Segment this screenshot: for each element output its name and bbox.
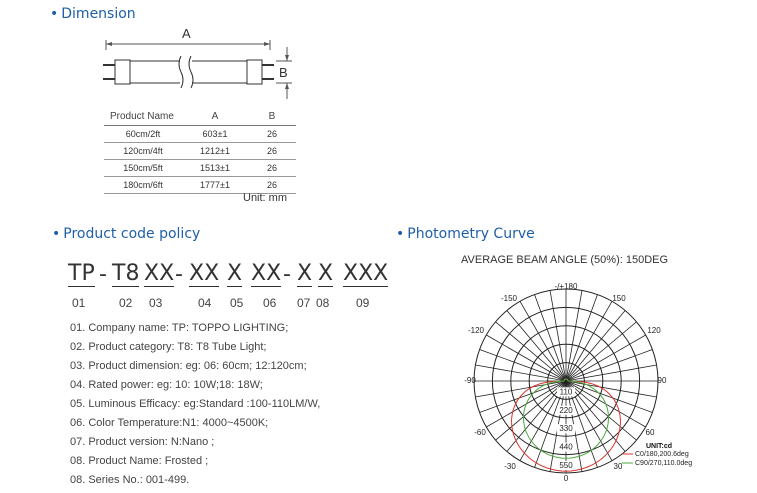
angle-label: 30 [613, 462, 623, 471]
code-segment: X [297, 261, 313, 286]
list-item: 02. Product category: T8: T8 Tube Light; [70, 341, 267, 353]
cell-product-name: 150cm/5ft [123, 163, 163, 173]
code-number: 01 [72, 296, 86, 310]
list-item: 07. Product version: N:Nano ; [70, 436, 215, 448]
cell-product-name: 180cm/6ft [123, 180, 163, 190]
angle-label: -60 [474, 428, 486, 437]
code-segment: TP [68, 261, 95, 286]
cell-a: 1513±1 [200, 163, 230, 173]
beam-angle-label: AVERAGE BEAM ANGLE (50%): 150DEG [461, 254, 669, 266]
header-a: A [211, 111, 219, 122]
header-b: B [268, 111, 276, 122]
list-item: 08. Product Name: Frosted ; [70, 455, 209, 467]
list-item: 04. Rated power: eg: 10: 10W;18: 18W; [70, 379, 263, 391]
code-dash: - [99, 262, 107, 287]
angle-label: -/+180 [554, 282, 578, 291]
dimension-a-label: A [182, 26, 191, 41]
angle-label: 120 [647, 326, 661, 335]
cell-b: 26 [266, 163, 277, 173]
unit-label: Unit: mm [243, 192, 287, 204]
angle-label: -120 [467, 326, 485, 335]
cell-a: 1777±1 [200, 180, 230, 190]
cell-a: 1212±1 [200, 146, 230, 156]
code-segment: XX [251, 261, 282, 286]
list-item: 06. Color Temperature:N1: 4000~4500K; [70, 417, 269, 429]
code-number: 04 [198, 296, 212, 310]
bullet-icon: • [50, 6, 59, 22]
cell-b: 26 [266, 180, 277, 190]
code-segment: XXX [343, 261, 389, 286]
cell-product-name: 120cm/4ft [123, 146, 163, 156]
photometry-title-text: Photometry Curve [407, 226, 535, 242]
code-number: 06 [263, 296, 277, 310]
legend-entry: C0/180,200.6deg [635, 451, 689, 458]
code-dash: - [175, 262, 183, 287]
list-item: 08. Series No.: 001-499. [70, 474, 190, 486]
radial-label: 330 [559, 424, 573, 434]
code-segment: XX [189, 261, 220, 286]
code-dash: - [283, 262, 291, 287]
angle-label: 90 [657, 376, 667, 385]
angle-label: 0 [563, 474, 569, 483]
radial-label: 110 [559, 387, 573, 397]
bullet-icon: • [396, 226, 405, 242]
code-number: 05 [230, 296, 244, 310]
unit-label: UNIT:cd [646, 443, 673, 450]
bullet-icon: • [52, 226, 61, 242]
radial-label: 550 [559, 461, 573, 470]
angle-label: -90 [464, 376, 476, 385]
cell-product-name: 60cm/2ft [125, 129, 161, 139]
radial-label: 220 [559, 405, 573, 415]
code-number: 09 [356, 296, 370, 310]
code-policy-title-text: Product code policy [63, 226, 201, 242]
list-item: 05. Luminous Efficacy: eg:Standard :100-110LM/W, [70, 398, 321, 410]
header-product-name: Product Name [110, 111, 174, 122]
cell-b: 26 [266, 129, 277, 139]
dimension-b-label: B [279, 65, 288, 80]
code-segment: X [227, 261, 243, 286]
code-segment: T8 [112, 261, 140, 286]
radial-label: 440 [559, 442, 573, 452]
code-number: 07 [297, 296, 311, 310]
angle-label: -150 [500, 294, 518, 303]
code-number: 08 [316, 296, 330, 310]
code-number: 02 [119, 296, 133, 310]
list-item: 03. Product dimension: eg: 06: 60cm; 12:120cm; [70, 360, 307, 372]
angle-label: 60 [645, 428, 655, 437]
list-item: 01. Company name: TP: TOPPO LIGHTING; [70, 322, 289, 334]
legend-entry: C90/270,110.0deg [635, 460, 693, 467]
dimension-title-text: Dimension [61, 6, 136, 22]
angle-label: -30 [504, 462, 516, 471]
angle-label: 150 [612, 294, 626, 303]
code-segment: X [318, 261, 334, 286]
cell-a: 603±1 [202, 129, 228, 139]
code-number: 03 [149, 296, 163, 310]
code-segment: XX [144, 261, 175, 286]
cell-b: 26 [266, 146, 277, 156]
